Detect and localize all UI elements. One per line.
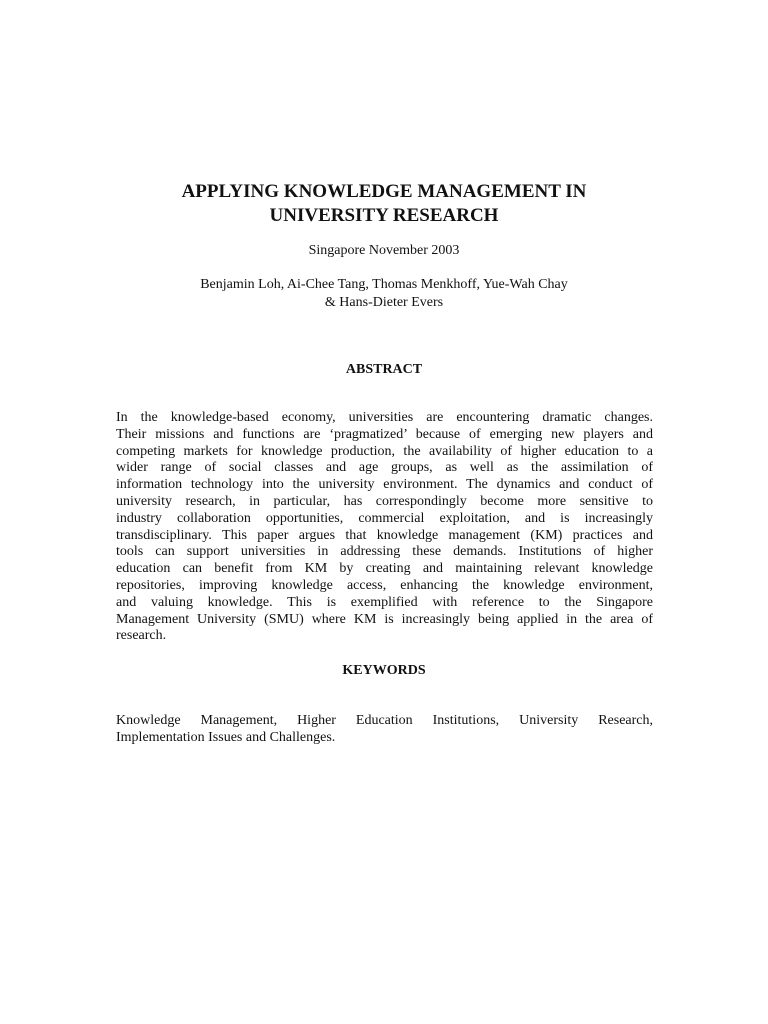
abstract-line: information technology into the university environment. The dynamics and conduct of xyxy=(116,477,653,493)
abstract-line: wider range of social classes and age groups, as well as the assimilation of xyxy=(116,460,653,476)
title-line: APPLYING KNOWLEDGE MANAGEMENT IN xyxy=(181,181,587,202)
abstract-line: and valuing knowledge. This is exemplified with reference to the Singapore xyxy=(116,594,653,610)
abstract-line: Management University (SMU) where KM is increasingly being applied in the area of xyxy=(116,611,653,627)
abstract-line: In the knowledge-based economy, universities are encountering dramatic changes. xyxy=(116,410,653,425)
keywords-line: Implementation Issues and Challenges. xyxy=(116,729,336,745)
author-line: & Hans-Dieter Evers xyxy=(324,295,444,310)
abstract-line: research. xyxy=(116,628,167,644)
paper-title xyxy=(100,180,668,228)
abstract-line: education can benefit from KM by creating and maintaining relevant knowledge xyxy=(116,561,653,577)
abstract-line: tools can support universities in addressing these demands. Institutions of higher xyxy=(116,544,653,560)
abstract-line: transdisciplinary. This paper argues that knowledge management (KM) practices and xyxy=(116,527,653,543)
keywords-heading: KEYWORDS xyxy=(342,663,426,678)
paper-date: Singapore November 2003 xyxy=(308,243,460,258)
abstract-text xyxy=(116,410,653,645)
keywords-text xyxy=(116,713,653,747)
keywords-line: Knowledge Management, Higher Education Institutions, University Research, xyxy=(116,713,653,728)
abstract-line: university research, in particular, has correspondingly become more sensitive to xyxy=(116,493,653,509)
author-line: Benjamin Loh, Ai-Chee Tang, Thomas Menkhoff, Yue-Wah Chay xyxy=(200,277,568,292)
paper-authors xyxy=(100,276,668,312)
abstract-line: Their missions and functions are ‘pragmatized’ because of emerging new players and xyxy=(116,426,653,442)
abstract-line: repositories, improving knowledge access, enhancing the knowledge environment, xyxy=(116,577,653,593)
abstract-line: competing markets for knowledge production, the availability of higher education to a xyxy=(116,443,653,459)
abstract-heading: ABSTRACT xyxy=(345,362,423,377)
title-line: UNIVERSITY RESEARCH xyxy=(269,205,499,226)
abstract-line: industry collaboration opportunities, commercial exploitation, and is increasingly xyxy=(116,510,653,526)
